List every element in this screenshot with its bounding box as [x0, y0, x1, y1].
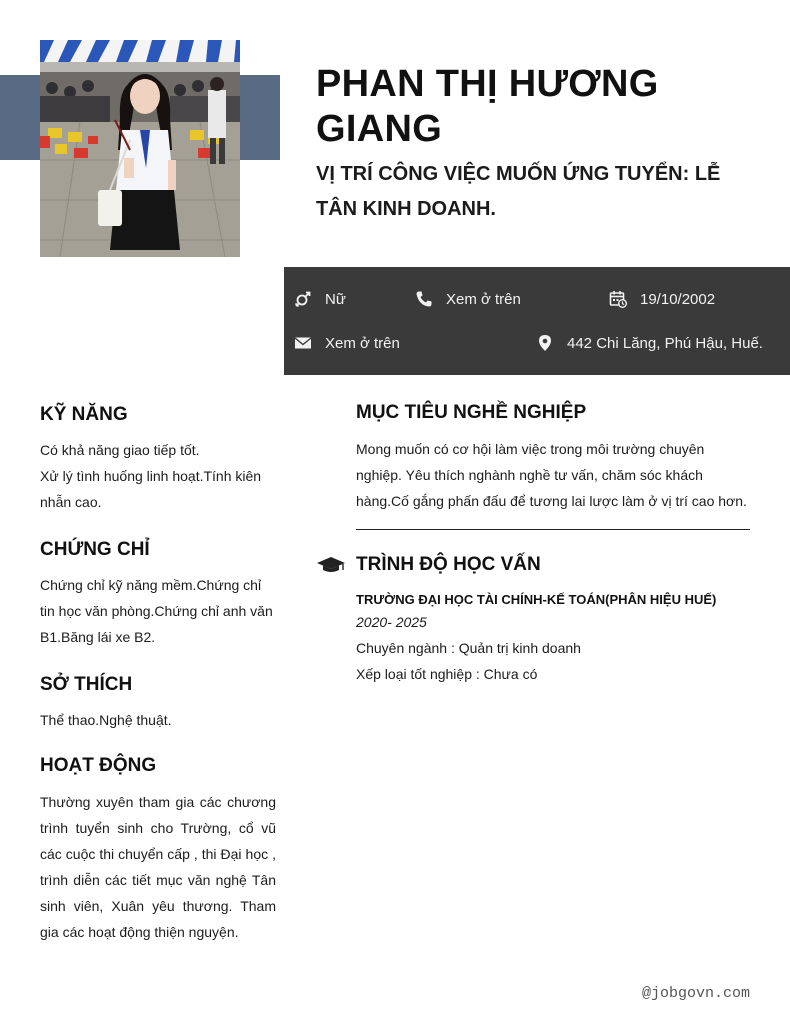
footer-watermark: @jobgovn.com [641, 985, 750, 1002]
education-years: 2020- 2025 [356, 614, 427, 630]
profile-photo [40, 40, 240, 257]
hobbies-text: Thể thao.Nghệ thuật. [40, 712, 172, 728]
desired-position: VỊ TRÍ CÔNG VIỆC MUỐN ỨNG TUYỂN: LỄ TÂN KINH DOANH. [316, 163, 721, 220]
contact-info-box [284, 267, 790, 375]
certificates-title: CHỨNG CHỈ [40, 539, 150, 560]
skills-text [40, 437, 276, 515]
hobbies-title: SỞ THÍCH [40, 674, 133, 695]
skills-line-2: Xử lý tình huống linh hoạt.Tính kiên nhẫn cao. [40, 468, 262, 510]
certificates-text: Chứng chỉ kỹ năng mềm.Chứng chỉ tin học văn phòng.Chứng chỉ anh văn B1.Băng lái xe B2. [40, 577, 273, 645]
education-grade: Xếp loại tốt nghiệp : Chưa có [356, 666, 538, 682]
calendar-icon [609, 290, 627, 308]
education-title: TRÌNH ĐỘ HỌC VẤN [356, 554, 541, 575]
skills-title: KỸ NĂNG [40, 404, 128, 425]
address-value: 442 Chi Lăng, Phú Hậu, Huế. [567, 334, 763, 352]
decor-bar-right [238, 75, 280, 160]
birthday-value: 19/10/2002 [640, 290, 716, 308]
graduation-cap-icon [316, 555, 346, 575]
objective-title: MỤC TIÊU NGHỀ NGHIỆP [356, 402, 587, 423]
activities-title: HOẠT ĐỘNG [40, 755, 157, 776]
info-phone [415, 289, 521, 309]
phone-icon [415, 290, 433, 308]
gender-icon [294, 290, 312, 308]
email-value: Xem ở trên [325, 334, 400, 352]
info-gender [294, 289, 346, 309]
education-major: Chuyên ngành : Quản trị kinh doanh [356, 640, 581, 656]
section-divider [356, 529, 750, 530]
phone-value: Xem ở trên [446, 290, 521, 308]
location-pin-icon [536, 334, 554, 352]
skills-line-1: Có khả năng giao tiếp tốt. [40, 442, 200, 458]
info-email [294, 333, 400, 353]
candidate-name: PHAN THỊ HƯƠNG GIANG [316, 63, 659, 150]
gender-value: Nữ [325, 290, 346, 308]
info-address [536, 333, 763, 353]
info-birthday [609, 289, 715, 309]
decor-bar-left [0, 75, 42, 160]
objective-text: Mong muốn có cơ hội làm việc trong môi trường chuyên nghiệp. Yêu thích nghành nghề tư vấn, chăm sóc khách hàng.Cố gắng phấn đấu để tương lai lược làm ở vị trí cao hơn. [356, 441, 747, 509]
activities-text: Thường xuyên tham gia các chương trình tuyển sinh cho Trường, cổ vũ các cuộc thi chuyển cấp , thi Đại học , trình diễn các tiết mục văn nghệ Tân sinh viên, Xuân yêu thương. Tham gia các hoạt động thiện nguyện. [40, 794, 276, 940]
education-school: TRƯỜNG ĐẠI HỌC TÀI CHÍNH-KẾ TOÁN(PHÂN HIỆU HUẾ) [356, 592, 717, 607]
envelope-icon [294, 334, 312, 352]
